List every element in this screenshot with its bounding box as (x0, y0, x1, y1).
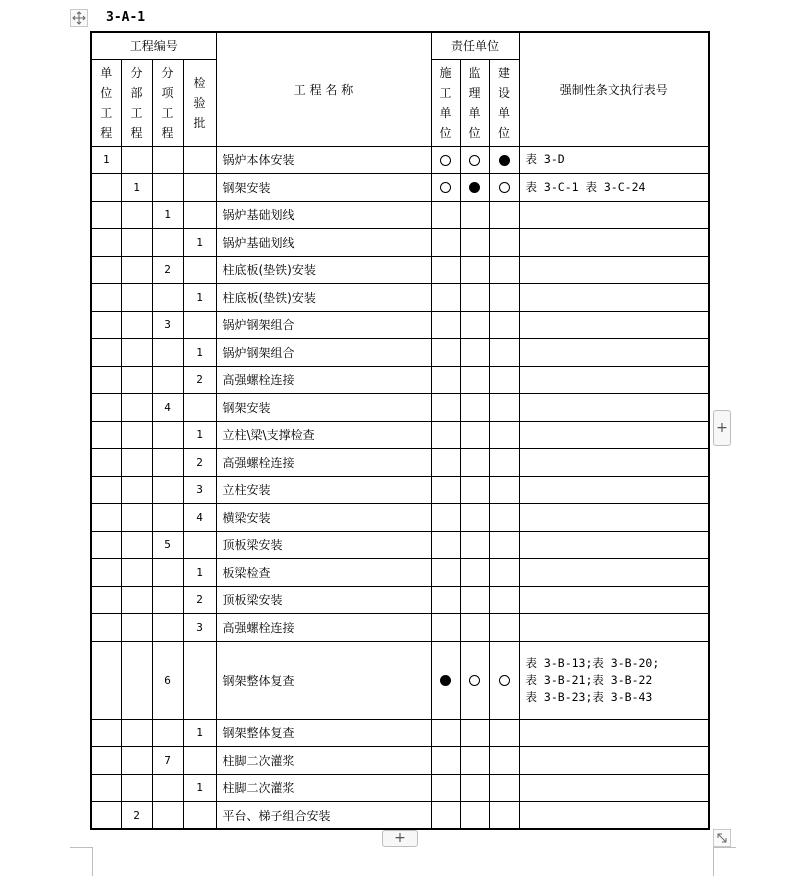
owner-unit-cell[interactable] (489, 586, 519, 614)
unit-no-cell[interactable]: 1 (91, 146, 121, 174)
supervision-unit-cell[interactable] (460, 229, 489, 257)
project-name-cell[interactable]: 钢架整体复查 (216, 719, 431, 747)
owner-unit-cell[interactable] (489, 421, 519, 449)
unit-no-cell[interactable] (91, 229, 121, 257)
project-name-cell[interactable]: 板梁检查 (216, 559, 431, 587)
table-row (91, 174, 709, 202)
lot-no-cell[interactable]: 1 (183, 229, 216, 257)
division-no-cell[interactable] (121, 201, 152, 229)
construction-unit-cell[interactable] (431, 146, 460, 174)
construction-unit-cell[interactable] (431, 614, 460, 642)
unit-no-cell[interactable] (91, 366, 121, 394)
lot-no-cell[interactable]: 2 (183, 449, 216, 477)
construction-unit-cell[interactable] (431, 476, 460, 504)
header-char: 单 (497, 105, 510, 120)
mandatory-ref-cell[interactable] (519, 366, 709, 394)
table-row (91, 311, 709, 339)
subitem-no-cell[interactable] (152, 559, 183, 587)
empty-circle-icon (499, 675, 510, 686)
mandatory-ref-cell[interactable] (519, 559, 709, 587)
unit-no-cell[interactable] (91, 284, 121, 312)
division-no-cell[interactable] (121, 774, 152, 802)
subitem-no-cell[interactable] (152, 146, 183, 174)
table-row (91, 421, 709, 449)
construction-unit-cell[interactable] (431, 256, 460, 284)
construction-unit-cell[interactable] (431, 531, 460, 559)
supervision-unit-cell[interactable] (460, 641, 489, 719)
construction-unit-cell[interactable] (431, 586, 460, 614)
construction-unit-cell[interactable] (431, 284, 460, 312)
supervision-unit-cell[interactable] (460, 339, 489, 367)
lot-no-cell[interactable]: 1 (183, 559, 216, 587)
owner-unit-cell[interactable] (489, 802, 519, 830)
mandatory-ref-cell[interactable] (519, 394, 709, 422)
supervision-unit-cell[interactable] (460, 476, 489, 504)
unit-no-cell[interactable] (91, 774, 121, 802)
mandatory-ref-cell[interactable] (519, 339, 709, 367)
project-name-cell[interactable]: 顶板梁安装 (216, 586, 431, 614)
header-construction-unit (431, 59, 460, 146)
project-name-cell[interactable]: 立柱\梁\支撑检查 (216, 421, 431, 449)
table-row (91, 339, 709, 367)
division-no-cell[interactable] (121, 421, 152, 449)
subitem-no-cell[interactable]: 1 (152, 201, 183, 229)
filled-circle-icon (469, 182, 480, 193)
owner-unit-cell[interactable] (489, 774, 519, 802)
header-char: 工 (130, 105, 143, 120)
table-row (91, 531, 709, 559)
supervision-unit-cell[interactable] (460, 311, 489, 339)
supervision-unit-cell[interactable] (460, 504, 489, 532)
subitem-no-cell[interactable] (152, 421, 183, 449)
construction-unit-cell[interactable] (431, 802, 460, 830)
empty-circle-icon (440, 155, 451, 166)
lot-no-cell[interactable]: 2 (183, 586, 216, 614)
header-division-project (121, 59, 152, 146)
subitem-no-cell[interactable]: 2 (152, 256, 183, 284)
division-no-cell[interactable] (121, 366, 152, 394)
table-row (91, 774, 709, 802)
supervision-unit-cell[interactable] (460, 256, 489, 284)
table-row (91, 394, 709, 422)
header-subitem-project (152, 59, 183, 146)
construction-unit-cell[interactable] (431, 747, 460, 775)
mandatory-ref-cell[interactable] (519, 774, 709, 802)
table-row (91, 284, 709, 312)
mandatory-ref-cell[interactable] (519, 476, 709, 504)
unit-no-cell[interactable] (91, 174, 121, 202)
mandatory-ref-cell[interactable] (519, 802, 709, 830)
add-row-button[interactable]: + (382, 830, 418, 847)
unit-no-cell[interactable] (91, 421, 121, 449)
project-name-cell[interactable]: 柱底板(垫铁)安装 (216, 256, 431, 284)
header-char: 设 (497, 85, 510, 100)
table-resize-handle-icon[interactable] (713, 829, 731, 847)
subitem-no-cell[interactable]: 7 (152, 747, 183, 775)
header-char: 程 (130, 125, 143, 140)
header-char: 工 (439, 85, 452, 100)
header-char: 建 (497, 65, 510, 80)
subitem-no-cell[interactable] (152, 719, 183, 747)
supervision-unit-cell[interactable] (460, 747, 489, 775)
lot-no-cell[interactable] (183, 174, 216, 202)
header-char: 单 (100, 65, 113, 80)
project-name-cell[interactable]: 柱脚二次灌浆 (216, 747, 431, 775)
project-name-cell[interactable]: 锅炉本体安装 (216, 146, 431, 174)
division-no-cell[interactable] (121, 559, 152, 587)
lot-no-cell[interactable]: 1 (183, 421, 216, 449)
project-name-cell[interactable]: 钢架安装 (216, 394, 431, 422)
subitem-no-cell[interactable] (152, 586, 183, 614)
subitem-no-cell[interactable]: 6 (152, 641, 183, 719)
mandatory-ref-cell[interactable] (519, 719, 709, 747)
table-row (91, 559, 709, 587)
unit-no-cell[interactable] (91, 802, 121, 830)
division-no-cell[interactable] (121, 641, 152, 719)
empty-circle-icon (499, 182, 510, 193)
construction-unit-cell[interactable] (431, 421, 460, 449)
table-row (91, 614, 709, 642)
owner-unit-cell[interactable] (489, 614, 519, 642)
unit-no-cell[interactable] (91, 559, 121, 587)
owner-unit-cell[interactable] (489, 201, 519, 229)
document-title: 3-A-1 (106, 10, 146, 25)
table-row (91, 201, 709, 229)
table-row (91, 719, 709, 747)
owner-unit-cell[interactable] (489, 256, 519, 284)
subitem-no-cell[interactable] (152, 174, 183, 202)
owner-unit-cell[interactable] (489, 311, 519, 339)
unit-no-cell[interactable] (91, 256, 121, 284)
construction-unit-cell[interactable] (431, 559, 460, 587)
construction-unit-cell[interactable] (431, 641, 460, 719)
subitem-no-cell[interactable]: 4 (152, 394, 183, 422)
mandatory-ref-cell[interactable] (519, 531, 709, 559)
mandatory-ref-cell[interactable] (519, 311, 709, 339)
mandatory-ref-line: 表 3-B-21;表 3-B-22 (525, 672, 653, 687)
header-responsible-unit: 责任单位 (431, 32, 519, 59)
division-no-cell[interactable] (121, 394, 152, 422)
header-char: 验 (193, 95, 206, 110)
table-row (91, 747, 709, 775)
table-row (91, 449, 709, 477)
header-char: 程 (161, 125, 174, 140)
project-name-cell[interactable]: 钢架安装 (216, 174, 431, 202)
supervision-unit-cell[interactable] (460, 802, 489, 830)
empty-circle-icon (469, 675, 480, 686)
header-char: 单 (468, 105, 481, 120)
supervision-unit-cell[interactable] (460, 146, 489, 174)
unit-no-cell[interactable] (91, 339, 121, 367)
division-no-cell[interactable] (121, 146, 152, 174)
division-no-cell[interactable] (121, 504, 152, 532)
mandatory-ref-cell[interactable] (519, 256, 709, 284)
division-no-cell[interactable] (121, 284, 152, 312)
header-char: 分 (161, 65, 174, 80)
project-name-cell[interactable]: 高强螺栓连接 (216, 614, 431, 642)
table-row (91, 802, 709, 830)
project-name-cell[interactable]: 锅炉基础划线 (216, 229, 431, 257)
project-name-cell[interactable]: 顶板梁安装 (216, 531, 431, 559)
division-no-cell[interactable] (121, 229, 152, 257)
header-mandatory-ref: 强制性条文执行表号 (519, 32, 709, 146)
unit-no-cell[interactable] (91, 719, 121, 747)
owner-unit-cell[interactable] (489, 449, 519, 477)
mandatory-ref-cell[interactable] (519, 504, 709, 532)
page-corner-mark (70, 847, 93, 876)
header-char: 工 (161, 105, 174, 120)
header-char: 部 (130, 85, 143, 100)
unit-no-cell[interactable] (91, 586, 121, 614)
lot-no-cell[interactable]: 4 (183, 504, 216, 532)
lot-no-cell[interactable]: 3 (183, 476, 216, 504)
subitem-no-cell[interactable] (152, 229, 183, 257)
table-row (91, 366, 709, 394)
table-row (91, 586, 709, 614)
lot-no-cell[interactable] (183, 146, 216, 174)
page-corner-mark (713, 847, 736, 876)
table-row (91, 229, 709, 257)
subitem-no-cell[interactable] (152, 476, 183, 504)
supervision-unit-cell[interactable] (460, 719, 489, 747)
table-row (91, 146, 709, 174)
lot-no-cell[interactable] (183, 311, 216, 339)
header-inspection-lot (183, 59, 216, 146)
mandatory-ref-cell[interactable] (519, 641, 709, 719)
lot-no-cell[interactable] (183, 747, 216, 775)
header-char: 单 (439, 105, 452, 120)
subitem-no-cell[interactable] (152, 366, 183, 394)
header-char: 位 (497, 125, 510, 140)
filled-circle-icon (499, 155, 510, 166)
unit-no-cell[interactable] (91, 747, 121, 775)
division-no-cell[interactable] (121, 586, 152, 614)
supervision-unit-cell[interactable] (460, 614, 489, 642)
division-no-cell[interactable] (121, 747, 152, 775)
owner-unit-cell[interactable] (489, 366, 519, 394)
subitem-no-cell[interactable]: 5 (152, 531, 183, 559)
division-no-cell[interactable]: 1 (121, 174, 152, 202)
subitem-no-cell[interactable] (152, 614, 183, 642)
project-division-table (90, 31, 710, 830)
header-char: 位 (439, 125, 452, 140)
project-name-cell[interactable]: 钢架整体复查 (216, 641, 431, 719)
add-column-button[interactable]: + (713, 410, 731, 446)
subitem-no-cell[interactable]: 3 (152, 311, 183, 339)
lot-no-cell[interactable] (183, 802, 216, 830)
construction-unit-cell[interactable] (431, 449, 460, 477)
lot-no-cell[interactable] (183, 394, 216, 422)
owner-unit-cell[interactable] (489, 284, 519, 312)
header-supervision-unit (460, 59, 489, 146)
mandatory-ref-cell[interactable] (519, 146, 709, 174)
header-char: 施 (439, 65, 452, 80)
mandatory-ref-cell[interactable] (519, 201, 709, 229)
unit-no-cell[interactable] (91, 531, 121, 559)
header-char: 监 (468, 65, 481, 80)
supervision-unit-cell[interactable] (460, 174, 489, 202)
supervision-unit-cell[interactable] (460, 394, 489, 422)
subitem-no-cell[interactable] (152, 774, 183, 802)
unit-no-cell[interactable] (91, 614, 121, 642)
division-no-cell[interactable] (121, 311, 152, 339)
subitem-no-cell[interactable] (152, 449, 183, 477)
header-char: 程 (100, 125, 113, 140)
mandatory-ref-line: 表 3-B-13;表 3-B-20; (525, 655, 660, 670)
lot-no-cell[interactable] (183, 201, 216, 229)
unit-no-cell[interactable] (91, 311, 121, 339)
mandatory-ref-line: 表 3-B-23;表 3-B-43 (525, 689, 653, 704)
mandatory-ref-cell[interactable] (519, 174, 709, 202)
owner-unit-cell[interactable] (489, 559, 519, 587)
construction-unit-cell[interactable] (431, 174, 460, 202)
lot-no-cell[interactable] (183, 256, 216, 284)
header-char: 理 (468, 85, 481, 100)
supervision-unit-cell[interactable] (460, 366, 489, 394)
construction-unit-cell[interactable] (431, 311, 460, 339)
subitem-no-cell[interactable] (152, 339, 183, 367)
construction-unit-cell[interactable] (431, 774, 460, 802)
subitem-no-cell[interactable] (152, 802, 183, 830)
header-unit-project (91, 59, 121, 146)
lot-no-cell[interactable] (183, 641, 216, 719)
lot-no-cell[interactable]: 1 (183, 284, 216, 312)
mandatory-ref-cell[interactable] (519, 449, 709, 477)
owner-unit-cell[interactable] (489, 504, 519, 532)
project-name-cell[interactable]: 柱底板(垫铁)安装 (216, 284, 431, 312)
supervision-unit-cell[interactable] (460, 559, 489, 587)
unit-no-cell[interactable] (91, 641, 121, 719)
owner-unit-cell[interactable] (489, 174, 519, 202)
subitem-no-cell[interactable] (152, 504, 183, 532)
supervision-unit-cell[interactable] (460, 531, 489, 559)
supervision-unit-cell[interactable] (460, 421, 489, 449)
unit-no-cell[interactable] (91, 504, 121, 532)
header-char: 位 (468, 125, 481, 140)
division-no-cell[interactable] (121, 719, 152, 747)
supervision-unit-cell[interactable] (460, 201, 489, 229)
project-name-cell[interactable]: 平台、梯子组合安装 (216, 802, 431, 830)
division-no-cell[interactable] (121, 614, 152, 642)
supervision-unit-cell[interactable] (460, 449, 489, 477)
header-project-code: 工程编号 (91, 32, 216, 59)
mandatory-ref-line: 表 3-C-1 表 3-C-24 (525, 179, 646, 194)
header-char: 批 (193, 115, 206, 130)
empty-circle-icon (440, 182, 451, 193)
unit-no-cell[interactable] (91, 201, 121, 229)
lot-no-cell[interactable]: 2 (183, 366, 216, 394)
mandatory-ref-cell[interactable] (519, 229, 709, 257)
header-char: 分 (130, 65, 143, 80)
owner-unit-cell[interactable] (489, 339, 519, 367)
subitem-no-cell[interactable] (152, 284, 183, 312)
header-project-name: 工 程 名 称 (216, 32, 431, 146)
supervision-unit-cell[interactable] (460, 586, 489, 614)
owner-unit-cell[interactable] (489, 531, 519, 559)
project-table-wrapper (90, 31, 710, 830)
owner-unit-cell[interactable] (489, 476, 519, 504)
owner-unit-cell[interactable] (489, 146, 519, 174)
unit-no-cell[interactable] (91, 394, 121, 422)
lot-no-cell[interactable] (183, 531, 216, 559)
mandatory-ref-cell[interactable] (519, 421, 709, 449)
owner-unit-cell[interactable] (489, 747, 519, 775)
table-row (91, 504, 709, 532)
project-name-cell[interactable]: 锅炉基础划线 (216, 201, 431, 229)
mandatory-ref-cell[interactable] (519, 586, 709, 614)
division-no-cell[interactable] (121, 339, 152, 367)
project-name-cell[interactable]: 锅炉钢架组合 (216, 311, 431, 339)
construction-unit-cell[interactable] (431, 229, 460, 257)
filled-circle-icon (440, 675, 451, 686)
division-no-cell[interactable] (121, 531, 152, 559)
mandatory-ref-line: 表 3-D (525, 152, 565, 167)
project-name-cell[interactable]: 柱脚二次灌浆 (216, 774, 431, 802)
division-no-cell[interactable]: 2 (121, 802, 152, 830)
table-row (91, 256, 709, 284)
table-move-handle-icon[interactable] (70, 9, 88, 27)
owner-unit-cell[interactable] (489, 641, 519, 719)
table-row (91, 641, 709, 719)
division-no-cell[interactable] (121, 256, 152, 284)
unit-no-cell[interactable] (91, 449, 121, 477)
project-name-cell[interactable]: 高强螺栓连接 (216, 449, 431, 477)
owner-unit-cell[interactable] (489, 394, 519, 422)
owner-unit-cell[interactable] (489, 719, 519, 747)
supervision-unit-cell[interactable] (460, 284, 489, 312)
lot-no-cell[interactable]: 1 (183, 774, 216, 802)
construction-unit-cell[interactable] (431, 504, 460, 532)
header-owner-unit (489, 59, 519, 146)
mandatory-ref-cell[interactable] (519, 284, 709, 312)
table-row (91, 476, 709, 504)
lot-no-cell[interactable]: 3 (183, 614, 216, 642)
header-char: 检 (193, 75, 206, 90)
header-char: 位 (100, 85, 113, 100)
construction-unit-cell[interactable] (431, 339, 460, 367)
division-no-cell[interactable] (121, 449, 152, 477)
owner-unit-cell[interactable] (489, 229, 519, 257)
header-char: 工 (100, 105, 113, 120)
construction-unit-cell[interactable] (431, 394, 460, 422)
mandatory-ref-cell[interactable] (519, 614, 709, 642)
lot-no-cell[interactable]: 1 (183, 339, 216, 367)
construction-unit-cell[interactable] (431, 201, 460, 229)
construction-unit-cell[interactable] (431, 366, 460, 394)
unit-no-cell[interactable] (91, 476, 121, 504)
construction-unit-cell[interactable] (431, 719, 460, 747)
division-no-cell[interactable] (121, 476, 152, 504)
project-name-cell[interactable]: 锅炉钢架组合 (216, 339, 431, 367)
supervision-unit-cell[interactable] (460, 774, 489, 802)
header-char: 项 (161, 85, 174, 100)
project-name-cell[interactable]: 立柱安装 (216, 476, 431, 504)
lot-no-cell[interactable]: 1 (183, 719, 216, 747)
project-name-cell[interactable]: 高强螺栓连接 (216, 366, 431, 394)
empty-circle-icon (469, 155, 480, 166)
mandatory-ref-cell[interactable] (519, 747, 709, 775)
project-name-cell[interactable]: 横梁安装 (216, 504, 431, 532)
